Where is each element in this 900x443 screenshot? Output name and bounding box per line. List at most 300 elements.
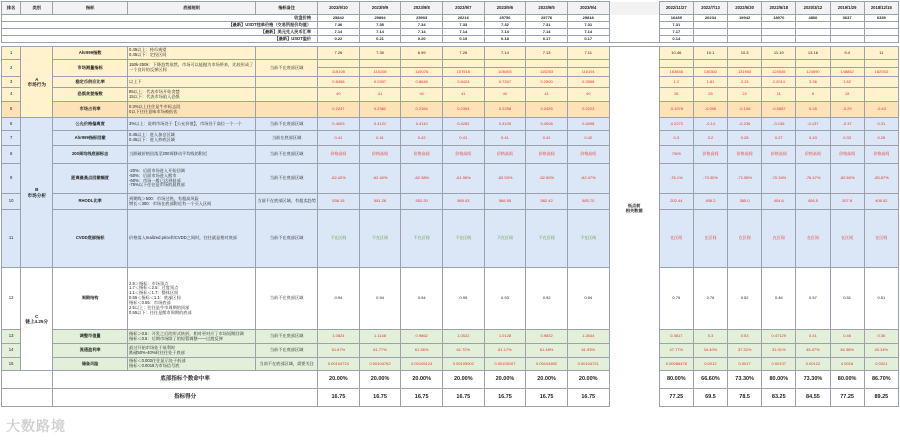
value-cell-recent: 0.4121 [359, 118, 401, 131]
value-cell-recent: 115263 [526, 68, 568, 77]
value-cell-historic: 0.28 [728, 131, 762, 146]
header-date-historic: 2018/12/15 [864, 2, 898, 15]
value-cell-historic: -83.87% [864, 164, 898, 194]
indicator-note: 当前不在底部区域，有超卖趋势 [256, 194, 318, 210]
value-cell-recent: 价格高间 [359, 146, 401, 164]
indicator-row [2, 60, 899, 68]
value-cell-recent: -62.40% [359, 164, 401, 194]
summary-value: 7.14 [484, 29, 526, 36]
gap-cell [609, 36, 659, 43]
indicator-rule: 到期线＞500：市场过热，有超高风险 增长＜300：市场在底部附近有一个买入区间 [128, 194, 256, 210]
value-cell-recent: 0.00105107 [484, 358, 526, 371]
value-cell [359, 60, 401, 68]
indicator-note: 当前不在底部区域 [256, 164, 318, 194]
summary-value: 0.19 [442, 36, 484, 43]
row-index: 12 [2, 268, 21, 330]
row-index: 2 [2, 60, 21, 77]
value-cell-historic: 价格高间 [728, 146, 762, 164]
indicator-row [2, 164, 899, 194]
value-cell [442, 60, 484, 68]
summary-row [2, 22, 899, 29]
bottom-value-recent: 20.00% [359, 371, 401, 389]
summary-value: 7.14 [318, 29, 360, 36]
value-cell-recent: -62.50% [526, 164, 568, 194]
bottom-value-historic: 80.00% [659, 371, 693, 389]
indicator-name: 市场测量指标 [53, 60, 128, 77]
value-cell-historic: 25 [693, 88, 727, 102]
value-cell-historic: 2.13 [728, 77, 762, 88]
indicator-rule: 价格落入realized price和CVDD之间时，往往就是相对底部 [128, 210, 256, 268]
value-cell-recent: 1.0522 [442, 330, 484, 344]
bottom-value-recent: 20.00% [442, 371, 484, 389]
summary-row [2, 36, 899, 43]
value-cell-recent: 不在区间 [359, 210, 401, 268]
indicator-rule: 3%以上：说明市场处于【公允价值】，市场处于高位一个一个 [128, 118, 256, 131]
value-cell-recent: 61.77% [359, 344, 401, 358]
btc-bottom-indicator-table [1, 1, 899, 407]
value-cell-historic: -0.37 [830, 118, 864, 131]
value-cell-historic: -0.1978 [659, 102, 693, 118]
value-cell-recent: 0.00104892 [526, 358, 568, 371]
value-cell-recent: 61.17% [484, 344, 526, 358]
bottom-value-historic: 69.5 [693, 389, 727, 407]
header-date-recent: 2023/9/7 [442, 2, 484, 15]
value-cell-recent: 0.8648 [401, 77, 443, 88]
indicator-rule: 2.5＞指标：市场顶点 1.7＜指标＜2.5：过度顶点 1.1＜指标＜1.7：整体区间 0.55＜指标＜1.1：底部区间 指标＜0.55：市场底部 2.5以上：往往是牛市周期的顶部 0.55以下：往往是熊市周期的底部 [128, 268, 256, 330]
value-cell-historic: 在区间 [659, 210, 693, 268]
bottom-value-recent: 20.00% [567, 371, 609, 389]
value-cell-recent: 115108 [359, 68, 401, 77]
value-cell-historic: 在区间 [830, 210, 864, 268]
indicator-name: Ahr999指数 [53, 47, 128, 60]
value-cell-historic: 37.32% [728, 344, 762, 358]
bottom-value-historic: 66.60% [693, 371, 727, 389]
bottom-label: 底部指标个数命中率 [53, 371, 318, 389]
value-cell-historic: 0.43 [796, 131, 830, 146]
gap-cell [609, 2, 659, 15]
value-cell-recent: 0.9832 [526, 330, 568, 344]
summary-value: 4800 [796, 15, 830, 22]
value-cell-historic: 价格高间 [762, 146, 796, 164]
value-cell-historic: -82.60% [830, 164, 864, 194]
value-cell-historic: 0.0021 [864, 358, 898, 371]
value-cell-recent: -62.38% [401, 164, 443, 194]
indicator-row [2, 131, 899, 146]
indicator-note [256, 88, 318, 102]
value-cell-recent: 0.8424 [442, 77, 484, 88]
indicator-rule: 最过开始市场处于低利时 跌破50%-40%时往往处于底部 [128, 344, 256, 358]
summary-value: 0.17 [567, 36, 609, 43]
value-cell-recent: 7.13 [526, 47, 568, 60]
summary-value [796, 29, 830, 36]
value-cell-historic: 10.1 [693, 47, 727, 60]
value-cell-recent: 不在区间 [401, 210, 443, 268]
value-cell-recent: 1.0128 [484, 330, 526, 344]
value-cell-historic [864, 88, 898, 102]
value-cell-recent: 0.2223 [567, 102, 609, 118]
value-cell-recent: 0.2258 [484, 102, 526, 118]
indicator-name: 稳定币供应比率 [53, 77, 128, 88]
value-cell-recent: 1.2644 [567, 330, 609, 344]
value-cell-historic: -0.29 [830, 102, 864, 118]
value-cell-historic: 0.36 [864, 330, 898, 344]
row-index: 10 [2, 194, 21, 210]
value-cell-recent: 116191 [567, 68, 609, 77]
value-cell-recent: 0.94 [567, 268, 609, 330]
value-cell-recent: -62.47% [567, 164, 609, 194]
value-cell-recent: 552.20 [401, 194, 443, 210]
value-cell-historic: 26 [659, 88, 693, 102]
indicator-note: 当前不在底部区域 [256, 330, 318, 344]
value-cell-recent: 41 [442, 88, 484, 102]
value-cell-historic: -0.14 [693, 118, 727, 131]
summary-row [2, 29, 899, 36]
summary-row-label: 【最新】USDT挂单价格（交易所报价均值） [2, 22, 318, 29]
value-cell-recent: 7.26 [442, 47, 484, 60]
value-cell-recent: 0.94 [401, 268, 443, 330]
value-cell-recent: 61.67% [318, 344, 360, 358]
value-cell-historic: -0.0857 [762, 102, 796, 118]
value-cell-historic: 0.76 [693, 268, 727, 330]
value-cell-historic: 31.91% [762, 344, 796, 358]
value-cell-historic: -70.30% [693, 164, 727, 194]
value-cell-historic: 10.46 [659, 47, 693, 60]
value-cell-historic: 0.76 [659, 268, 693, 330]
bottom-value-recent: 20.00% [318, 371, 360, 389]
header-indicator: 指标 [53, 2, 128, 15]
summary-value [796, 36, 830, 43]
value-cell-historic: 在区间 [796, 210, 830, 268]
value-cell-historic: -0.106 [728, 102, 762, 118]
value-cell-historic: 124590 [796, 68, 830, 77]
watermark-text: 大数路境 [6, 418, 66, 434]
value-cell-historic: 9.4 [830, 47, 864, 60]
value-cell-recent: 价格高间 [442, 146, 484, 164]
value-cell-recent: 价格高间 [401, 146, 443, 164]
bottom-score-row [2, 389, 899, 407]
indicator-name: 流通盈利率 [53, 344, 128, 358]
value-cell-historic [864, 77, 898, 88]
indicator-rule: 以上下 [128, 77, 256, 88]
value-cell-historic: 0.28 [796, 102, 830, 118]
value-cell-recent: 61.48% [526, 344, 568, 358]
value-cell-recent: 105405 [484, 68, 526, 77]
value-cell-historic: 40.34% [864, 344, 898, 358]
header-note: 指标备注 [256, 2, 318, 15]
value-cell-recent: 0.92 [526, 268, 568, 330]
value-cell-recent: 0.41 [526, 131, 568, 146]
indicator-note: 当前不在底部区域 [256, 146, 318, 164]
value-cell [659, 60, 693, 68]
bottom-value-historic: 73.30% [796, 371, 830, 389]
value-cell-historic: 8 [796, 88, 830, 102]
indicator-row [2, 330, 899, 344]
indicator-note: 当前不在底部区域 [256, 210, 318, 268]
indicator-note: 当前不在底部区域 [256, 60, 318, 77]
value-cell-historic: 182933 [864, 68, 898, 77]
value-cell-recent: 0.7267 [484, 77, 526, 88]
indicator-name: 市场占有率 [53, 102, 128, 118]
bottom-value-recent: 16.75 [359, 389, 401, 407]
value-cell-historic: 11 [762, 88, 796, 102]
value-cell-historic: 34.40% [693, 344, 727, 358]
gap-cell [609, 371, 659, 389]
value-cell-recent: 0.3958 [567, 77, 609, 88]
indicator-name: CVDD底部指标 [53, 210, 128, 268]
header-date-historic: 2022/7/13 [693, 2, 727, 15]
value-cell-historic: 价格高间 [693, 146, 727, 164]
value-cell-historic: 0.3817 [659, 330, 693, 344]
bottom-value-recent: 16.75 [318, 389, 360, 407]
value-cell-historic: 0.31 [864, 118, 898, 131]
indicator-note [256, 77, 318, 88]
value-cell [526, 60, 568, 68]
bottom-value-recent: 20.00% [401, 371, 443, 389]
bottom-value-historic: 89.25 [864, 389, 898, 407]
value-cell-historic: 0.51 [830, 268, 864, 330]
row-index: 9 [2, 164, 21, 194]
value-cell-recent: 40 [318, 88, 360, 102]
summary-value: 0.14 [659, 36, 693, 43]
value-cell-historic: -76.47% [796, 164, 830, 194]
value-cell-recent: 0.4003 [318, 118, 360, 131]
value-cell-recent: 价格高间 [526, 146, 568, 164]
value-cell-historic: -0.137 [796, 118, 830, 131]
summary-value: 7.31 [659, 22, 693, 29]
value-cell-historic: 0.00088478 [659, 358, 693, 371]
row-index: 1 [2, 47, 21, 60]
value-cell-historic: 0.0018 [830, 358, 864, 371]
header-date-historic: 2022/6/18 [762, 2, 796, 15]
value-cell-historic: 3.36 [796, 77, 830, 88]
value-cell [693, 60, 727, 68]
summary-value: 7.35 [359, 22, 401, 29]
value-cell-recent: 115076 [401, 68, 443, 77]
value-cell-recent: 0.94 [359, 268, 401, 330]
summary-row-label: 收盘价格 [2, 15, 318, 22]
bottom-value-historic: 86.70% [864, 371, 898, 389]
value-cell-recent: 0.41 [359, 131, 401, 146]
value-cell-recent: 不在区间 [484, 210, 526, 268]
value-cell-recent: 0.41 [318, 131, 360, 146]
value-cell-historic: 1.62 [830, 77, 864, 88]
value-cell-recent: 61.93% [567, 344, 609, 358]
value-cell-historic: 406.52 [864, 194, 898, 210]
bottom-label: 指标得分 [53, 389, 318, 407]
value-cell-historic: 148852 [830, 68, 864, 77]
bottom-value-historic: 77.25 [830, 389, 864, 407]
summary-value: 25818 [567, 15, 609, 22]
row-index: 14 [2, 344, 21, 358]
value-cell-recent: 7.35 [359, 47, 401, 60]
value-cell-historic: 0.00122 [796, 358, 830, 371]
summary-value [796, 22, 830, 29]
indicator-rule: 85以上：代表市场开始贪婪 15以下：代表市场陷入恐惧 [128, 88, 256, 102]
summary-value: 6339 [864, 15, 898, 22]
summary-value: 0.18 [484, 36, 526, 43]
indicator-name: 恐惧贪婪指数 [53, 88, 128, 102]
value-cell-recent: -61.96% [442, 164, 484, 194]
category-cell [21, 268, 53, 371]
header-date-recent: 2023/9/10 [318, 2, 360, 15]
value-cell-recent: 562.42 [526, 194, 568, 210]
value-cell-recent: 0.42 [567, 131, 609, 146]
bottom-value-recent: 20.00% [526, 371, 568, 389]
value-cell-historic: 0.3 [659, 131, 693, 146]
value-cell-recent: 不在区间 [318, 210, 360, 268]
value-cell-historic: 在区间 [728, 210, 762, 268]
summary-value [728, 22, 762, 29]
value-cell-recent: 61.72% [442, 344, 484, 358]
value-cell-historic: 13.16 [796, 47, 830, 60]
value-cell-historic: 406.5 [796, 194, 830, 210]
bottom-empty [2, 389, 53, 407]
indicator-note: 当前不在底部区域 [256, 118, 318, 131]
value-cell-recent: 40 [567, 88, 609, 102]
summary-row-label: 【最新】USDT溢价 [2, 36, 318, 43]
value-cell-historic: -0.006 [693, 102, 727, 118]
value-cell-recent: 0.8458 [318, 77, 360, 88]
header-date-recent: 2023/9/5 [526, 2, 568, 15]
value-cell-recent: 0.2362 [359, 102, 401, 118]
value-cell-historic: 0.46 [762, 268, 796, 330]
bottom-value-recent: 16.75 [401, 389, 443, 407]
value-cell-historic: 价格高间 [796, 146, 830, 164]
row-index: 6 [2, 118, 21, 131]
value-cell-historic: 202.44 [659, 194, 693, 210]
value-cell-historic: 404.6 [762, 194, 796, 210]
category-letter: A [35, 76, 39, 82]
summary-value: 0.22 [318, 36, 360, 43]
value-cell-historic: 0.51 [864, 268, 898, 330]
value-cell-recent: 不在区间 [526, 210, 568, 268]
value-cell-recent: 0.94 [318, 268, 360, 330]
summary-value: 0.20 [401, 36, 443, 43]
gap-cell [609, 22, 659, 29]
indicator-rule: 0.3%以上往往是牛市标志段 0以下往往意味市场被低估 [128, 102, 256, 118]
value-cell-recent: 7.14 [484, 47, 526, 60]
value-cell-historic: 0.46 [830, 330, 864, 344]
value-cell-historic: 207.8 [830, 194, 864, 210]
value-cell-recent: -62.53% [484, 164, 526, 194]
header-date-recent: 2023/9/4 [567, 2, 609, 15]
summary-value [693, 22, 727, 29]
header-index: 排名 [2, 2, 21, 15]
value-cell-recent: 0.42 [401, 131, 443, 146]
summary-value [728, 29, 762, 36]
value-cell-historic: 在区间 [864, 210, 898, 268]
value-cell-recent: 583.70 [567, 194, 609, 210]
summary-value: 26216 [442, 15, 484, 22]
value-cell-recent: 7.11 [567, 47, 609, 60]
indicator-row [2, 344, 899, 358]
value-cell-historic: 15 [830, 88, 864, 102]
header-date-recent: 2023/9/9 [359, 2, 401, 15]
summary-row-label: 【最新】美元兑人民币汇率 [2, 29, 318, 36]
indicator-row [2, 88, 899, 102]
value-cell-recent: 0.41 [442, 131, 484, 146]
summary-value: 16439 [659, 15, 693, 22]
summary-value: 0.21 [359, 36, 401, 43]
value-cell-historic: 价格高间 [830, 146, 864, 164]
value-cell-recent: 不在区间 [567, 210, 609, 268]
bottom-value-recent: 16.75 [442, 389, 484, 407]
indicator-note: 当前不在底部区域 [256, 268, 318, 330]
header-date-historic: 2022/11/27 [659, 2, 693, 15]
summary-value: 25776 [526, 15, 568, 22]
value-cell-historic: 7909 [659, 146, 693, 164]
value-cell-recent: 0.4282 [442, 118, 484, 131]
summary-value [762, 36, 796, 43]
value-cell-recent: 0.00104724 [318, 358, 360, 371]
value-cell-recent: 0.4008 [526, 118, 568, 131]
indicator-name: 储备风险 [53, 358, 128, 371]
summary-value: 7.31 [567, 22, 609, 29]
summary-value [864, 29, 898, 36]
bottom-value-historic: 83.25 [762, 389, 796, 407]
value-cell-recent: 0.00105124 [401, 358, 443, 371]
value-cell-historic: 在区间 [693, 210, 727, 268]
bottom-value-recent: 20.00% [484, 371, 526, 389]
value-cell-recent: 565.43 [442, 194, 484, 210]
value-cell [401, 60, 443, 68]
indicator-name: 200周均线底部标志 [53, 146, 128, 164]
value-cell-recent: 0.2164 [401, 102, 443, 118]
indicator-name: RHODL比率 [53, 194, 128, 210]
header-date-recent: 2023/9/8 [401, 2, 443, 15]
value-cell-recent: 价格高间 [318, 146, 360, 164]
value-cell-historic: 0.41 [796, 330, 830, 344]
value-cell-recent: 7.26 [318, 47, 360, 60]
category-letter: C [35, 313, 39, 319]
value-cell-recent: 0.93 [484, 268, 526, 330]
bottom-value-historic: 77.25 [659, 389, 693, 407]
bottom-value-recent: 16.75 [567, 389, 609, 407]
value-cell-historic: -76.1% [659, 164, 693, 194]
value-cell-historic: 0.0017 [728, 358, 762, 371]
value-cell-historic: 10.3 [728, 47, 762, 60]
value-cell-historic: 47.77% [659, 344, 693, 358]
value-cell-historic: 45.07% [796, 344, 830, 358]
value-cell-recent: 107516 [442, 68, 484, 77]
bottom-value-historic: 80.00% [830, 371, 864, 389]
bottom-empty [2, 371, 53, 389]
value-cell-recent: 0.00104721 [567, 358, 609, 371]
value-cell-recent: 6.99 [401, 47, 443, 60]
value-cell-historic: 22 [728, 88, 762, 102]
category-cell [21, 118, 53, 268]
indicator-rule: -20%：后面市场进入开始回调 -50%：后面市场进入熊市 -60%：市场一般已达到低部 -75%以下往往是市场的最底部 [128, 164, 256, 194]
summary-value: 7.14 [442, 29, 484, 36]
value-cell-historic: 124545 [762, 68, 796, 77]
value-cell [484, 60, 526, 68]
value-cell-historic: -0.236 [728, 118, 762, 131]
value-cell-historic: 163846 [659, 68, 693, 77]
value-cell-historic: 0.3 [693, 330, 727, 344]
category-subtitle: 链上4.25分 [25, 319, 49, 324]
header-date-recent: 2023/9/6 [484, 2, 526, 15]
bottom-value-historic: 78.5 [728, 389, 762, 407]
summary-value: 18970 [762, 15, 796, 22]
summary-value: 25894 [359, 15, 401, 22]
value-cell [567, 60, 609, 68]
value-cell-historic: 在区间 [762, 210, 796, 268]
value-cell-recent: 0.2500 [526, 77, 568, 88]
bottom-value-historic: 73.30% [728, 371, 762, 389]
summary-value: 7.32 [484, 22, 526, 29]
summary-value: 7.31 [526, 22, 568, 29]
category-subtitle: 市场分析 [27, 192, 46, 198]
